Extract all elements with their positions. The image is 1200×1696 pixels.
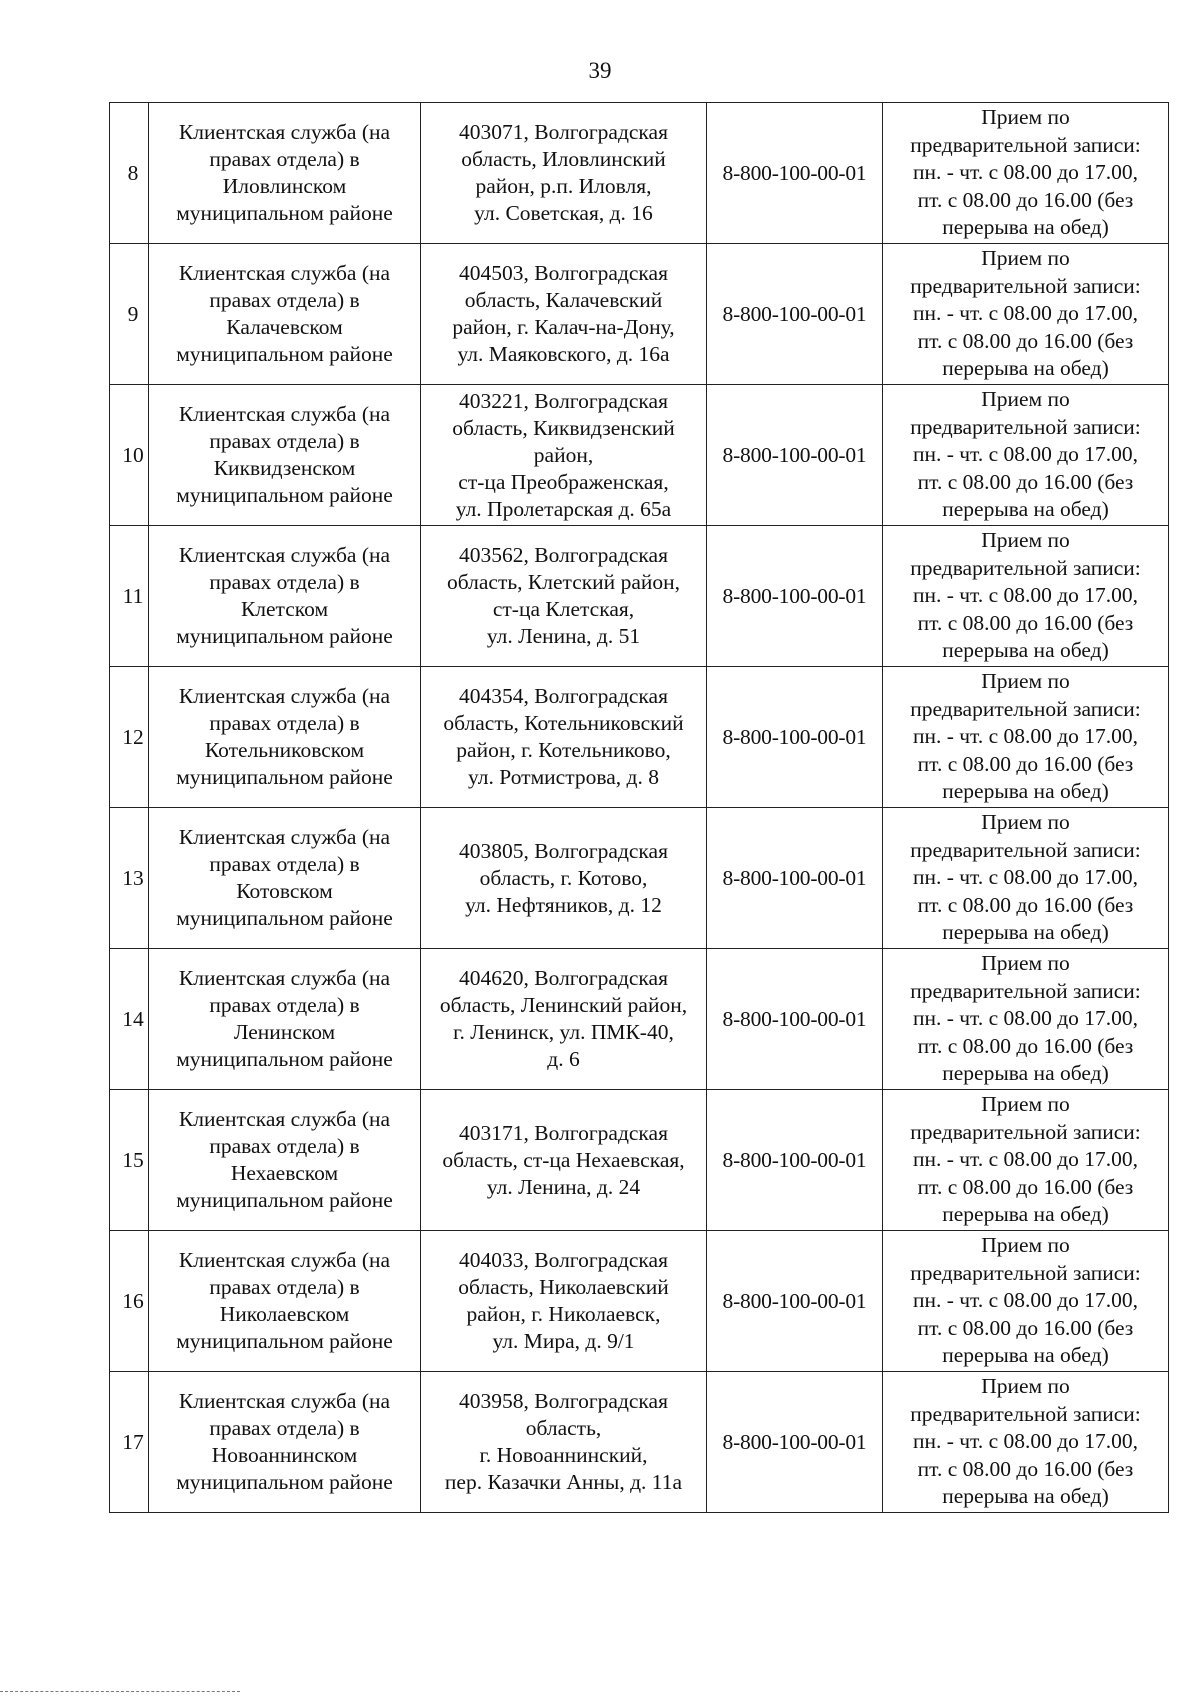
working-hours-line: предварительной записи: [910, 837, 1141, 862]
working-hours-line: пн. - чт. с 08.00 до 17.00, [912, 442, 1139, 467]
row-number: 17 [122, 1430, 144, 1454]
phone-cell [707, 526, 883, 667]
row-number-cell [110, 808, 149, 949]
address-line: район, г. Котельниково, [456, 738, 671, 762]
working-hours-line: пн. - чт. с 08.00 до 17.00, [912, 865, 1139, 890]
working-hours-line: предварительной записи: [910, 696, 1141, 721]
row-number: 12 [122, 725, 144, 749]
working-hours-line: Прием по [981, 246, 1070, 271]
working-hours-line: перерыва на обед) [942, 1484, 1109, 1509]
row-number-cell [110, 1372, 149, 1513]
row-number-cell [110, 103, 149, 244]
working-hours-line: Прием по [981, 528, 1070, 553]
working-hours-cell [883, 103, 1169, 244]
working-hours-line: пт. с 08.00 до 16.00 (без [917, 1174, 1134, 1199]
service-name-cell [149, 1372, 421, 1513]
page-number: 39 [588, 58, 612, 83]
working-hours-line: перерыва на обед) [942, 356, 1109, 381]
service-name-line: Клиентская служба (на [178, 966, 391, 990]
table-row [110, 385, 1169, 526]
phone-number: 8-800-100-00-01 [722, 1429, 867, 1454]
service-name-line: Клиентская служба (на [178, 261, 391, 285]
working-hours-line: предварительной записи: [910, 978, 1141, 1003]
service-name-line: Иловлинском [222, 174, 347, 198]
service-name-line: правах отдела) в [209, 993, 360, 1017]
service-name-cell [149, 808, 421, 949]
working-hours-cell [883, 1372, 1169, 1513]
service-name-line: Новоаннинском [211, 1443, 358, 1467]
phone-cell [707, 1231, 883, 1372]
working-hours-line: пт. с 08.00 до 16.00 (без [917, 610, 1134, 635]
address-line: 403171, Волгоградская [459, 1120, 668, 1145]
working-hours-line: Прием по [981, 951, 1070, 976]
service-name-line: муниципальном районе [176, 483, 393, 507]
working-hours-line: пн. - чт. с 08.00 до 17.00, [912, 301, 1139, 326]
service-name-line: правах отдела) в [209, 288, 360, 312]
row-number-cell [110, 385, 149, 526]
phone-number: 8-800-100-00-01 [722, 301, 867, 326]
working-hours-line: Прием по [981, 1374, 1070, 1399]
table-row [110, 1372, 1169, 1513]
table-row [110, 1090, 1169, 1231]
address-cell [421, 244, 707, 385]
row-number-cell [110, 244, 149, 385]
working-hours-line: Прием по [981, 387, 1070, 412]
service-name-cell [149, 949, 421, 1090]
working-hours-line: пн. - чт. с 08.00 до 17.00, [912, 1147, 1139, 1172]
working-hours-line: перерыва на обед) [942, 638, 1109, 663]
service-name-line: Клиентская служба (на [178, 120, 391, 144]
working-hours-line: пт. с 08.00 до 16.00 (без [917, 892, 1134, 917]
address-line: область, Клетский район, [447, 570, 680, 594]
service-name-cell [149, 526, 421, 667]
service-name-line: Нехаевском [230, 1161, 339, 1185]
address-cell [421, 103, 707, 244]
service-name-line: правах отдела) в [209, 1416, 360, 1440]
address-line: ул. Мира, д. 9/1 [492, 1329, 635, 1353]
service-name-line: правах отдела) в [209, 429, 360, 453]
service-name-cell [149, 244, 421, 385]
service-name-line: правах отдела) в [209, 711, 360, 735]
working-hours-line: пн. - чт. с 08.00 до 17.00, [912, 1006, 1139, 1031]
address-line: область, Котельниковский [443, 711, 684, 735]
address-line: ул. Советская, д. 16 [474, 201, 653, 225]
service-name-line: Котовском [236, 879, 333, 903]
address-line: область, Киквидзенский [452, 415, 675, 440]
working-hours-line: перерыва на обед) [942, 1061, 1109, 1086]
address-line: ул. Пролетарская д. 65а [455, 496, 672, 521]
service-name-cell [149, 667, 421, 808]
address-line: ул. Ленина, д. 51 [486, 624, 641, 648]
working-hours-line: пн. - чт. с 08.00 до 17.00, [912, 724, 1139, 749]
working-hours-line: пт. с 08.00 до 16.00 (без [917, 187, 1134, 212]
phone-cell [707, 385, 883, 526]
working-hours-line: Прием по [981, 1233, 1070, 1258]
service-name-line: муниципальном районе [176, 201, 393, 225]
address-line: район, г. Калач-на-Дону, [452, 315, 675, 339]
service-name-line: Клиентская служба (на [178, 1107, 391, 1131]
client-services-table [109, 102, 1169, 1513]
working-hours-cell [883, 526, 1169, 667]
address-line: район, г. Николаевск, [466, 1302, 661, 1326]
working-hours-line: предварительной записи: [910, 414, 1141, 439]
address-line: пер. Казачки Анны, д. 11а [444, 1470, 683, 1494]
row-number: 13 [122, 866, 144, 890]
table-row [110, 667, 1169, 808]
service-name-line: Клиентская служба (на [178, 543, 391, 567]
address-line: 403805, Волгоградская [459, 838, 668, 863]
row-number-cell [110, 667, 149, 808]
address-line: область, Ленинский район, [439, 993, 688, 1017]
address-line: область, Иловлинский [461, 147, 666, 171]
phone-number: 8-800-100-00-01 [722, 160, 867, 185]
table-row [110, 526, 1169, 667]
address-cell [421, 667, 707, 808]
address-cell [421, 1372, 707, 1513]
service-name-line: Калачевском [226, 315, 343, 339]
row-number-cell [110, 949, 149, 1090]
address-line: 403958, Волгоградская [459, 1389, 668, 1413]
service-name-line: Николаевском [219, 1302, 350, 1326]
row-number: 15 [122, 1148, 144, 1172]
working-hours-line: Прием по [981, 1092, 1070, 1117]
address-line: ул. Ленина, д. 24 [486, 1174, 641, 1199]
row-number-cell [110, 1231, 149, 1372]
phone-cell [707, 667, 883, 808]
table-row [110, 1231, 1169, 1372]
working-hours-line: перерыва на обед) [942, 1202, 1109, 1227]
working-hours-line: пт. с 08.00 до 16.00 (без [917, 1456, 1134, 1481]
working-hours-line: пт. с 08.00 до 16.00 (без [917, 1315, 1134, 1340]
table-row [110, 244, 1169, 385]
service-name-line: Клиентская служба (на [178, 684, 391, 708]
working-hours-line: предварительной записи: [910, 555, 1141, 580]
service-name-line: Клиентская служба (на [178, 402, 391, 426]
service-name-cell [149, 103, 421, 244]
address-line: область, Николаевский [458, 1275, 669, 1299]
service-name-line: муниципальном районе [176, 624, 393, 648]
service-name-line: Киквидзенском [213, 456, 356, 480]
phone-number: 8-800-100-00-01 [722, 1006, 867, 1031]
phone-cell [707, 1090, 883, 1231]
address-line: 404503, Волгоградская [459, 261, 668, 285]
row-number: 16 [122, 1289, 144, 1313]
service-name-line: муниципальном районе [176, 1329, 393, 1353]
working-hours-line: пт. с 08.00 до 16.00 (без [917, 328, 1134, 353]
working-hours-line: перерыва на обед) [942, 215, 1109, 240]
table-row [110, 103, 1169, 244]
working-hours-line: пт. с 08.00 до 16.00 (без [917, 751, 1134, 776]
address-cell [421, 808, 707, 949]
phone-cell [707, 949, 883, 1090]
address-cell [421, 385, 707, 526]
working-hours-line: перерыва на обед) [942, 497, 1109, 522]
service-name-line: муниципальном районе [176, 1047, 393, 1071]
working-hours-line: пт. с 08.00 до 16.00 (без [917, 469, 1134, 494]
service-name-line: правах отдела) в [209, 1134, 360, 1158]
service-name-cell [149, 1231, 421, 1372]
working-hours-line: Прием по [981, 669, 1070, 694]
service-name-line: Котельниковском [204, 738, 365, 762]
working-hours-line: пн. - чт. с 08.00 до 17.00, [912, 1429, 1139, 1454]
address-cell [421, 1231, 707, 1372]
service-name-line: Клиентская служба (на [178, 1248, 391, 1272]
address-line: д. 6 [547, 1047, 580, 1071]
service-name-line: Клиентская служба (на [178, 1389, 391, 1413]
working-hours-line: пн. - чт. с 08.00 до 17.00, [912, 1288, 1139, 1313]
address-line: район, [533, 442, 594, 467]
phone-cell [707, 1372, 883, 1513]
row-number: 8 [127, 161, 139, 185]
working-hours-line: предварительной записи: [910, 1401, 1141, 1426]
service-name-cell [149, 385, 421, 526]
working-hours-line: пн. - чт. с 08.00 до 17.00, [912, 583, 1139, 608]
service-name-cell [149, 1090, 421, 1231]
service-name-line: правах отдела) в [209, 852, 360, 876]
working-hours-cell [883, 244, 1169, 385]
row-number-cell [110, 1090, 149, 1231]
working-hours-line: предварительной записи: [910, 1260, 1141, 1285]
service-name-line: Ленинском [233, 1020, 336, 1044]
table-body [110, 103, 1169, 1513]
phone-cell [707, 808, 883, 949]
phone-cell [707, 244, 883, 385]
address-line: 404620, Волгоградская [459, 966, 668, 990]
address-line: область, г. Котово, [479, 865, 648, 890]
working-hours-line: перерыва на обед) [942, 920, 1109, 945]
working-hours-line: пн. - чт. с 08.00 до 17.00, [912, 160, 1139, 185]
working-hours-cell [883, 667, 1169, 808]
address-line: ст-ца Преображенская, [458, 469, 669, 494]
phone-number: 8-800-100-00-01 [722, 1288, 867, 1313]
address-line: ул. Ротмистрова, д. 8 [468, 765, 659, 789]
row-number: 10 [122, 443, 144, 467]
phone-cell [707, 103, 883, 244]
working-hours-cell [883, 385, 1169, 526]
service-name-line: муниципальном районе [176, 342, 393, 366]
row-number: 9 [127, 302, 139, 326]
working-hours-line: предварительной записи: [910, 132, 1141, 157]
working-hours-line: предварительной записи: [910, 1119, 1141, 1144]
address-line: ст-ца Клетская, [492, 597, 635, 621]
address-line: 403071, Волгоградская [459, 120, 668, 144]
row-number: 14 [122, 1007, 144, 1031]
table-row [110, 808, 1169, 949]
address-line: 403221, Волгоградская [459, 388, 668, 413]
working-hours-line: перерыва на обед) [942, 779, 1109, 804]
address-cell [421, 1090, 707, 1231]
working-hours-line: пт. с 08.00 до 16.00 (без [917, 1033, 1134, 1058]
address-line: 404354, Волгоградская [459, 684, 668, 708]
phone-number: 8-800-100-00-01 [722, 442, 867, 467]
address-line: район, р.п. Иловля, [475, 174, 652, 198]
working-hours-line: Прием по [981, 810, 1070, 835]
address-line: г. Ленинск, ул. ПМК-40, [453, 1020, 674, 1044]
table-row [110, 949, 1169, 1090]
address-line: 404033, Волгоградская [459, 1248, 668, 1272]
address-line: ул. Нефтяников, д. 12 [465, 892, 662, 917]
service-name-line: муниципальном районе [176, 765, 393, 789]
working-hours-cell [883, 808, 1169, 949]
service-name-line: муниципальном районе [176, 1470, 393, 1494]
service-name-line: муниципальном районе [176, 906, 393, 930]
service-name-line: муниципальном районе [176, 1188, 393, 1212]
service-name-line: Клиентская служба (на [178, 825, 391, 849]
address-line: г. Новоаннинский, [479, 1443, 648, 1467]
address-line: 403562, Волгоградская [459, 543, 668, 567]
address-line: ул. Маяковского, д. 16а [457, 342, 670, 366]
address-line: область, [525, 1416, 602, 1440]
service-name-line: правах отдела) в [209, 1275, 360, 1299]
address-cell [421, 949, 707, 1090]
working-hours-line: Прием по [981, 105, 1070, 130]
phone-number: 8-800-100-00-01 [722, 583, 867, 608]
phone-number: 8-800-100-00-01 [722, 1147, 867, 1172]
row-number-cell [110, 526, 149, 667]
service-name-line: правах отдела) в [209, 570, 360, 594]
service-name-line: Клетском [240, 597, 329, 621]
working-hours-line: перерыва на обед) [942, 1343, 1109, 1368]
phone-number: 8-800-100-00-01 [722, 724, 867, 749]
row-number: 11 [122, 584, 144, 608]
working-hours-line: предварительной записи: [910, 273, 1141, 298]
working-hours-cell [883, 1231, 1169, 1372]
scan-edge-rule [0, 1691, 240, 1692]
working-hours-cell [883, 949, 1169, 1090]
address-cell [421, 526, 707, 667]
phone-number: 8-800-100-00-01 [722, 865, 867, 890]
working-hours-cell [883, 1090, 1169, 1231]
address-line: область, ст-ца Нехаевская, [442, 1147, 685, 1172]
address-line: область, Калачевский [464, 288, 663, 312]
service-name-line: правах отдела) в [209, 147, 360, 171]
